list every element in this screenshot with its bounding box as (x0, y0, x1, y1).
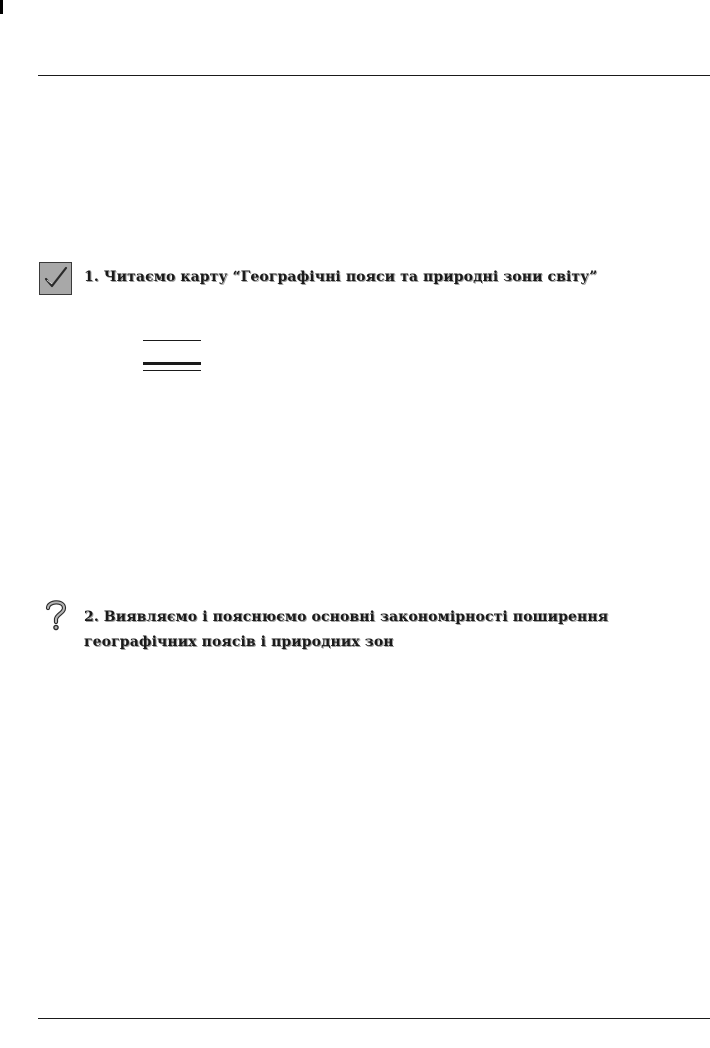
legend-double-line-thin (143, 370, 201, 371)
legend-double-line-thick (143, 362, 201, 365)
legend-single-line-symbol (143, 340, 201, 341)
section-1-heading: 1. Читаємо карту “Географічні пояси та природні зони світу” (84, 269, 598, 285)
section-2-heading-line-2: географічних поясів і природних зон (84, 634, 394, 650)
top-rule (38, 75, 710, 76)
section-2-heading-line-1: 2. Виявляємо і пояснюємо основні закономірності поширення (84, 609, 609, 625)
bottom-rule (38, 1018, 710, 1019)
check-icon (39, 262, 72, 295)
question-icon (43, 598, 69, 632)
legend-double-line-symbol (143, 362, 201, 372)
corner-mark (0, 0, 3, 14)
